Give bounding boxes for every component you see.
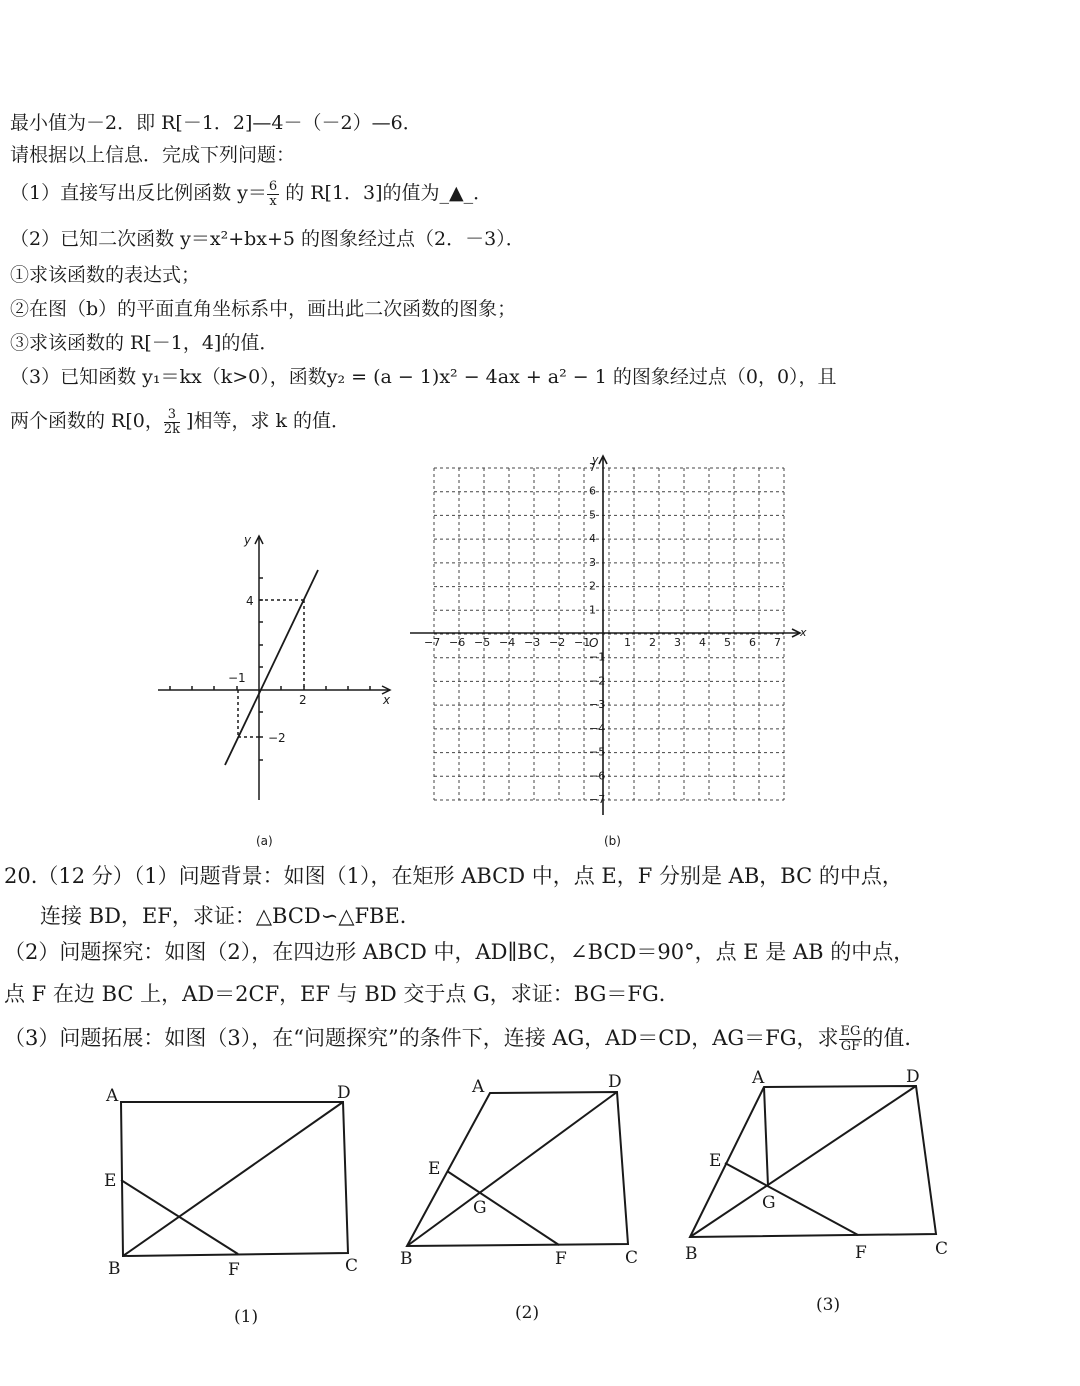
fig3-caption: (3) xyxy=(816,1295,841,1315)
figure-a-y-label: y xyxy=(244,533,252,547)
q20-line3: （2）问题探究：如图（2），在四边形 ABCD 中，AD∥BC，∠BCD＝90°，点 E 是 AB 的中点， xyxy=(4,940,915,964)
q19-part2: （2）已知二次函数 y＝x²+bx+5 的图象经过点（2．－3）． xyxy=(10,228,525,250)
fig3-point-a: A xyxy=(752,1068,765,1088)
y-tick-label: 2 xyxy=(589,579,596,593)
fig3-point-c: C xyxy=(935,1239,949,1259)
figure-a-label-2: 2 xyxy=(299,693,307,707)
x-tick-label: −5 xyxy=(474,636,491,649)
q19-part2-sub1: ①求该函数的表达式； xyxy=(10,264,201,286)
x-tick-label: 7 xyxy=(774,636,781,649)
x-tick-label: 3 xyxy=(674,636,681,649)
fig2-point-e: E xyxy=(428,1159,441,1179)
fig1-point-b: B xyxy=(108,1259,121,1279)
x-tick-label: −2 xyxy=(549,636,566,649)
fig1-point-f: F xyxy=(228,1260,240,1280)
fraction-denominator: GF xyxy=(840,1039,861,1054)
y-tick-label: 1 xyxy=(589,603,596,617)
fig3-point-d: D xyxy=(906,1067,920,1087)
q20-line5-post: 的值． xyxy=(862,1026,926,1050)
y-tick-label: 3 xyxy=(589,555,596,569)
fig2-point-g: G xyxy=(473,1198,487,1218)
x-tick-label: 2 xyxy=(649,636,656,649)
y-tick-label: −5 xyxy=(589,745,606,759)
figure-a-label-4: 4 xyxy=(246,594,254,608)
fig3-segment-bd xyxy=(690,1086,916,1237)
x-tick-label: −4 xyxy=(499,636,516,649)
y-tick-label: 6 xyxy=(589,484,596,498)
q19-line1: 最小值为－2．即 R[－1．2]—4－（－2）—6． xyxy=(10,112,422,134)
x-tick-label: 6 xyxy=(749,636,756,649)
fig1-segment-ef xyxy=(121,1180,238,1254)
fig3-point-f: F xyxy=(855,1243,867,1263)
figure-b-x-label: x xyxy=(800,626,807,639)
fig1-caption: (1) xyxy=(234,1307,259,1327)
figure-a-x-label: x xyxy=(383,693,391,707)
y-tick-label: −4 xyxy=(589,721,606,735)
fig3-point-b: B xyxy=(685,1244,698,1264)
x-tick-label: −6 xyxy=(449,636,466,649)
fig2-point-d: D xyxy=(608,1072,622,1092)
fig2-point-a: A xyxy=(472,1077,485,1097)
fig1-point-c: C xyxy=(345,1256,359,1276)
fig3-segment-ef xyxy=(725,1163,858,1235)
fraction-denominator: 2k xyxy=(163,421,181,437)
y-tick-label: −3 xyxy=(589,698,606,712)
q19-part3-cont-post: ]相等，求 k 的值． xyxy=(180,410,351,432)
fig2-segment-ef xyxy=(447,1171,559,1245)
fig2-point-f: F xyxy=(555,1249,567,1269)
y-tick-label: −7 xyxy=(589,793,606,806)
y-tick-label: −1 xyxy=(589,650,606,664)
fig3-point-e: E xyxy=(709,1151,722,1171)
fig1-segment-bd xyxy=(123,1102,343,1256)
y-tick-label: 7 xyxy=(589,461,596,474)
figure-a-label-neg2: −2 xyxy=(268,731,286,745)
q19-part1-pre: （1）直接写出反比例函数 y＝ xyxy=(10,182,267,204)
q19-line2: 请根据以上信息．完成下列问题： xyxy=(10,144,296,166)
fig2-point-b: B xyxy=(400,1249,413,1269)
fig1-point-e: E xyxy=(104,1171,117,1191)
x-tick-label: 4 xyxy=(699,636,706,649)
fig3-point-g: G xyxy=(762,1193,776,1213)
fraction-numerator: 6 xyxy=(268,178,278,194)
x-tick-label: −3 xyxy=(524,636,541,649)
fig2-caption: (2) xyxy=(515,1303,540,1323)
q20-line2: 连接 BD，EF，求证：△BCD∽△FBE． xyxy=(40,904,421,928)
figure-a-label-neg1: −1 xyxy=(228,671,246,685)
q19-part3: （3）已知函数 y₁＝kx（k>0），函数y₂ = (a − 1)x² − 4ax + a² − 1 的图象经过点（0，0），且 xyxy=(10,366,837,388)
fig1-point-d: D xyxy=(337,1083,351,1103)
y-tick-label: −6 xyxy=(589,769,606,783)
fraction-numerator: EG xyxy=(840,1024,861,1039)
q19-part2-sub3: ③求该函数的 R[－1，4]的值． xyxy=(10,332,279,354)
fig2-point-c: C xyxy=(625,1248,639,1268)
q20-line4: 点 F 在边 BC 上，AD＝2CF，EF 与 BD 交于点 G，求证：BG＝FG． xyxy=(4,982,680,1006)
q19-part3-cont-pre: 两个函数的 R[0， xyxy=(10,410,164,432)
fig3-segment-ag xyxy=(764,1087,768,1186)
fig3-trapezoid xyxy=(690,1086,936,1237)
y-tick-label: 5 xyxy=(589,508,596,522)
x-tick-label: 1 xyxy=(624,636,631,649)
figure-b-origin: O xyxy=(589,636,599,650)
q20-line1: 20.（12 分）（1）问题背景：如图（1），在矩形 ABCD 中，点 E，F 分别是 AB，BC 的中点， xyxy=(4,864,903,888)
figure-b-caption: (b) xyxy=(604,834,621,848)
y-tick-label: −2 xyxy=(589,674,606,688)
figure-b-y-label: y xyxy=(592,453,599,466)
figure-a-caption: (a) xyxy=(256,834,273,848)
x-tick-label: 5 xyxy=(724,636,731,649)
x-tick-label: −1 xyxy=(574,636,591,649)
fraction-denominator: x xyxy=(269,193,277,209)
fraction-numerator: 3 xyxy=(164,408,180,423)
q20-line5-pre: （3）问题拓展：如图（3），在“问题探究”的条件下，连接 AG，AD＝CD，AG＝FG，求 xyxy=(4,1026,839,1050)
y-tick-label: 4 xyxy=(589,532,596,546)
fig1-point-a: A xyxy=(106,1086,119,1106)
q19-part1-post: 的 R[1．3]的值为_▲_． xyxy=(279,182,493,204)
q19-part2-sub2: ②在图（b）的平面直角坐标系中，画出此二次函数的图象； xyxy=(10,298,517,320)
x-tick-label: −7 xyxy=(424,636,441,649)
